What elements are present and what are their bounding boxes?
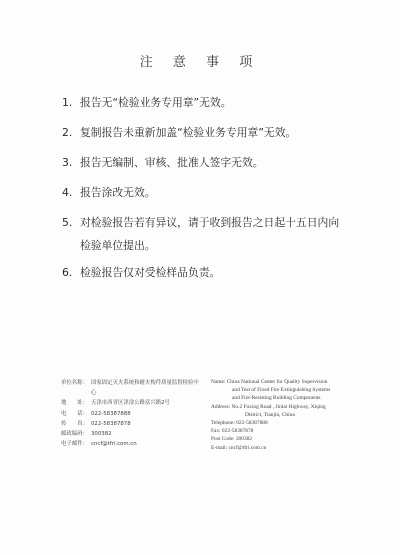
fax-line: Fax: 022-58387878: [211, 428, 254, 435]
postcode-line: Post Code: 300382: [211, 436, 253, 443]
note-text: 报告涂改无效。: [80, 186, 156, 199]
email-value: cncf@tfri.com.cn: [91, 441, 137, 448]
email-row: [61, 439, 211, 449]
note-item: [62, 154, 382, 171]
note-text: 复制报告未重新加盖“检验业务专用章”无效。: [80, 126, 297, 139]
address-line: Address: No.2 Fuxing Road , Jinlai Highway, Xiqing: [211, 403, 326, 410]
note-item: [62, 124, 382, 141]
note-number: 1.: [62, 96, 73, 109]
name-line: and Fire-Resisting Building Components: [232, 395, 321, 402]
postcode-label: 邮政编码：: [61, 430, 88, 437]
name-line: Name: China National Center for Quality Supervision: [211, 379, 328, 385]
address-value: 天津市西青区津淦公路富兴路2号: [91, 400, 170, 407]
note-item: [62, 94, 382, 111]
note-item: [62, 211, 345, 257]
telephone-line: Telephone: 022-58387888: [211, 420, 268, 427]
note-number: 3.: [62, 156, 73, 169]
email-line: E-mail: cncf@tfri.com.cn: [211, 444, 267, 451]
name-line: and Test of Fixed Fire Extinguishing Systems: [232, 387, 331, 394]
note-number: 5.: [62, 216, 73, 229]
email-label: 电子邮件：: [61, 441, 88, 448]
note-number: 2.: [62, 126, 73, 139]
postcode-value: 300382: [91, 430, 112, 437]
fax-label: 传 真：: [61, 420, 88, 427]
fax-value: 022-58387878: [91, 420, 131, 427]
note-number: 4.: [62, 186, 73, 199]
address-line: District, Tianjin, China: [245, 411, 295, 418]
unit-value: 国家固定灭火系统和耐火构件质量监督检验中心: [91, 380, 199, 397]
note-item: [62, 264, 382, 281]
note-text: 检验报告仅对受检样品负责。: [80, 266, 221, 279]
notes-list: [62, 94, 382, 294]
note-item: [62, 184, 382, 201]
address-label: 地 址：: [61, 400, 88, 407]
unit-label: 单位名称：: [61, 380, 88, 386]
note-number: 6.: [62, 266, 73, 279]
contact-info-english: [211, 378, 371, 452]
tel-row: [61, 409, 211, 419]
note-text: 报告无编制、审核、批准人签字无效。: [80, 156, 264, 169]
fax-row: [61, 419, 211, 429]
contact-info-chinese: [61, 378, 211, 449]
address-row: [61, 398, 211, 408]
note-text: 对检验报告若有异议，请于收到报告之日起十五日内向检验单位提出。: [80, 216, 340, 252]
postcode-row: [61, 429, 211, 439]
unit-row: [61, 378, 211, 398]
tel-label: 电 话：: [61, 410, 88, 417]
note-text: 报告无“检验业务专用章”无效。: [80, 96, 232, 109]
tel-value: 022-58387888: [91, 410, 131, 417]
page-title: 注 意 事 项: [139, 55, 261, 70]
